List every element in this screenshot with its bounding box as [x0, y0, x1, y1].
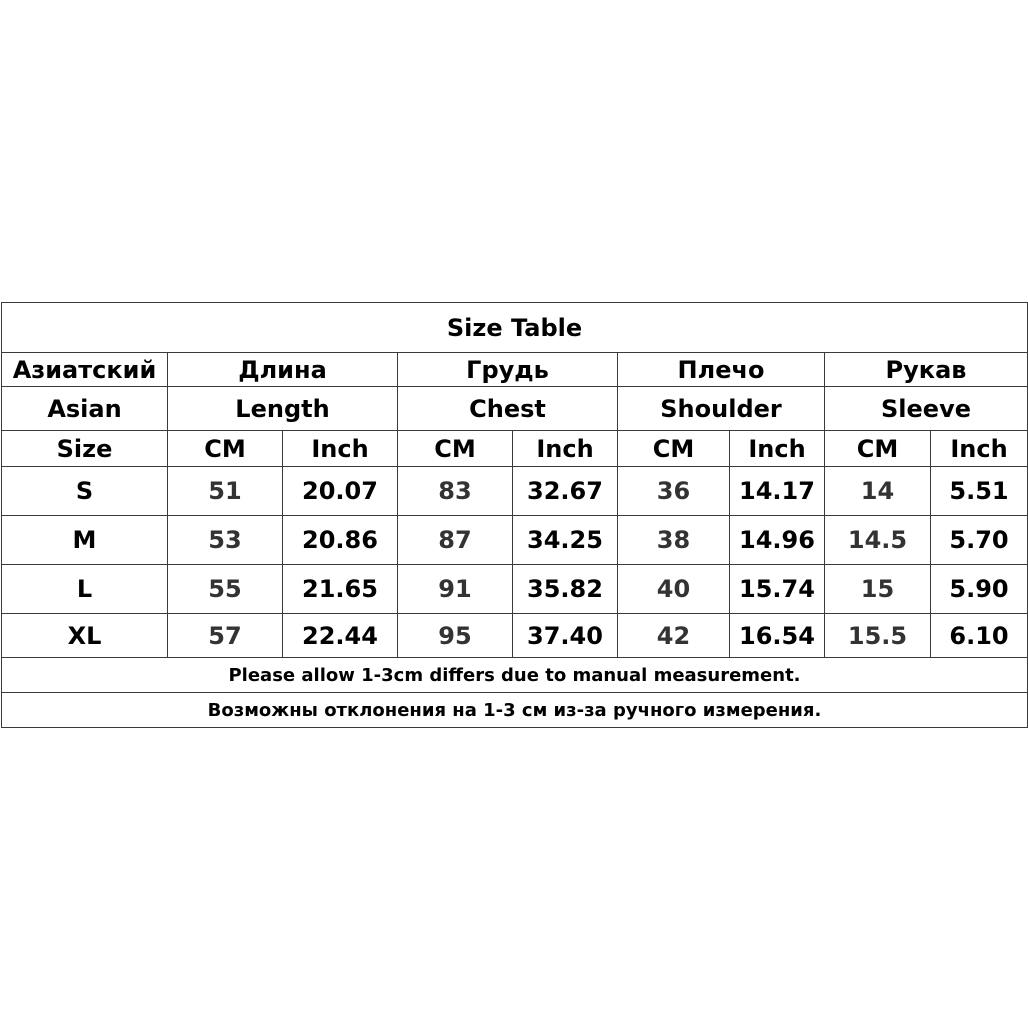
chest-inch-cell: 37.40 — [513, 614, 618, 658]
chest-cm-cell: 91 — [398, 565, 513, 614]
unit-header: CM — [398, 431, 513, 467]
shoulder-cm-cell: 36 — [618, 467, 730, 516]
sleeve-cm-cell: 15 — [825, 565, 931, 614]
unit-header: Inch — [513, 431, 618, 467]
sleeve-cm-cell: 14.5 — [825, 516, 931, 565]
size-cell: XL — [2, 614, 168, 658]
shoulder-cm-cell: 42 — [618, 614, 730, 658]
unit-header: Inch — [730, 431, 825, 467]
chest-cm-cell: 87 — [398, 516, 513, 565]
length-cm-cell: 51 — [168, 467, 283, 516]
unit-header: CM — [618, 431, 730, 467]
length-inch-cell: 20.07 — [283, 467, 398, 516]
header-en-sleeve: Sleeve — [825, 387, 1028, 431]
chest-inch-cell: 35.82 — [513, 565, 618, 614]
unit-header: Inch — [931, 431, 1028, 467]
length-cm-cell: 53 — [168, 516, 283, 565]
measurement-note-english: Please allow 1-3cm differs due to manual measurement. — [2, 658, 1028, 693]
unit-header: CM — [168, 431, 283, 467]
table-row — [2, 467, 1028, 516]
header-row-english — [2, 387, 1028, 431]
length-inch-cell: 21.65 — [283, 565, 398, 614]
length-cm-cell: 55 — [168, 565, 283, 614]
note-row-russian — [2, 693, 1028, 728]
shoulder-inch-cell: 16.54 — [730, 614, 825, 658]
size-cell: S — [2, 467, 168, 516]
shoulder-inch-cell: 14.96 — [730, 516, 825, 565]
size-column-header: Size — [2, 431, 168, 467]
sleeve-cm-cell: 14 — [825, 467, 931, 516]
size-table — [1, 302, 1028, 728]
measurement-note-russian: Возможны отклонения на 1-3 см из-за ручного измерения. — [2, 693, 1028, 728]
header-en-length: Length — [168, 387, 398, 431]
note-row-english — [2, 658, 1028, 693]
unit-header: Inch — [283, 431, 398, 467]
header-ru-shoulder: Плечо — [618, 353, 825, 387]
header-en-shoulder: Shoulder — [618, 387, 825, 431]
header-ru-sleeve: Рукав — [825, 353, 1028, 387]
size-cell: L — [2, 565, 168, 614]
sleeve-inch-cell: 5.51 — [931, 467, 1028, 516]
chest-cm-cell: 95 — [398, 614, 513, 658]
sleeve-inch-cell: 5.70 — [931, 516, 1028, 565]
shoulder-cm-cell: 38 — [618, 516, 730, 565]
unit-row — [2, 431, 1028, 467]
table-row — [2, 565, 1028, 614]
header-row-russian — [2, 353, 1028, 387]
shoulder-inch-cell: 15.74 — [730, 565, 825, 614]
size-cell: M — [2, 516, 168, 565]
header-en-chest: Chest — [398, 387, 618, 431]
sleeve-cm-cell: 15.5 — [825, 614, 931, 658]
length-inch-cell: 20.86 — [283, 516, 398, 565]
table-row — [2, 516, 1028, 565]
length-inch-cell: 22.44 — [283, 614, 398, 658]
chest-cm-cell: 83 — [398, 467, 513, 516]
length-cm-cell: 57 — [168, 614, 283, 658]
sleeve-inch-cell: 5.90 — [931, 565, 1028, 614]
table-row — [2, 614, 1028, 658]
header-ru-length: Длина — [168, 353, 398, 387]
title-row — [2, 303, 1028, 353]
header-ru-asian: Азиатский — [2, 353, 168, 387]
header-ru-chest: Грудь — [398, 353, 618, 387]
unit-header: CM — [825, 431, 931, 467]
header-en-asian: Asian — [2, 387, 168, 431]
shoulder-inch-cell: 14.17 — [730, 467, 825, 516]
sleeve-inch-cell: 6.10 — [931, 614, 1028, 658]
chest-inch-cell: 32.67 — [513, 467, 618, 516]
table-title: Size Table — [2, 303, 1028, 353]
chest-inch-cell: 34.25 — [513, 516, 618, 565]
shoulder-cm-cell: 40 — [618, 565, 730, 614]
